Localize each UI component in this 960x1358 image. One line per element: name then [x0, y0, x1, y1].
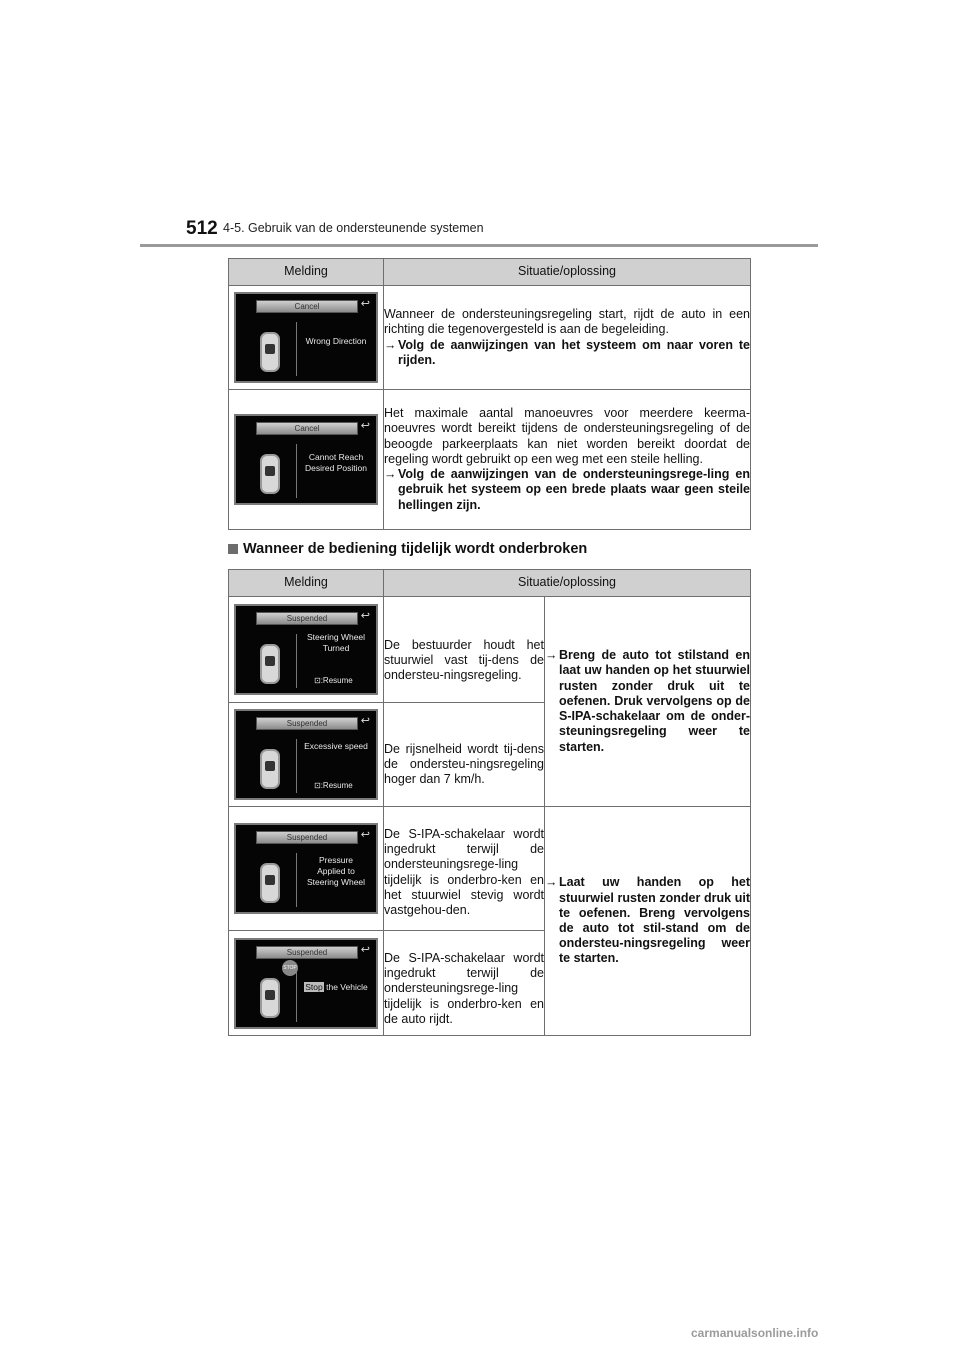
arrow-right-icon: → — [545, 875, 558, 890]
screen-message-line: Applied to — [317, 866, 355, 876]
resume-text: :Resume — [320, 780, 353, 790]
solution-text: Laat uw handen op het stuurwiel rusten zonder druk uit te oefenen. Breng vervolgens de auto tot stil-stand om de ondersteu-ningsregeling weer te starten. — [559, 875, 751, 966]
screen-message-line: Steering Wheel — [306, 877, 366, 887]
screen-resume-hint — [314, 778, 353, 793]
screen-message-line: Pressure — [318, 855, 353, 865]
situation-text: Het maximale aantal manoeuvres voor meerdere keerma-noeuvres wordt bereikt tijdens de ondersteuningsregeling of de beoogde parkeerplaats kan niet worden bereikt doordat de regeling wordt gebruikt op een weg met een steile helling. — [384, 406, 750, 466]
screen-message — [300, 855, 372, 888]
screen-divider — [296, 968, 297, 1022]
screen-message-line: Desired Position — [305, 463, 367, 473]
message-image-cell — [229, 286, 384, 390]
car-icon — [260, 863, 280, 903]
car-icon — [260, 978, 280, 1018]
screen-status-bar: Suspended — [256, 717, 358, 730]
stop-sign-icon: STOP — [282, 960, 298, 976]
display-screenshot-excessive-speed — [234, 709, 378, 800]
car-icon — [260, 749, 280, 789]
section-heading-text: Wanneer de bediening tijdelijk wordt onderbroken — [243, 541, 588, 557]
switch-icon: ⊡ — [314, 675, 321, 685]
resume-text: :Resume — [320, 675, 353, 685]
screen-status-bar: Suspended — [256, 946, 358, 959]
screen-stop-word: Stop — [305, 981, 323, 992]
screen-message: Wrong Direction — [305, 336, 367, 346]
display-screenshot-steering-wheel-turned — [234, 604, 378, 695]
situation-text: De rijsnelheid wordt tij-dens de ondersteu-ningsregeling hoger dan 7 km/h. — [384, 741, 544, 787]
screen-message-line: Steering Wheel — [306, 632, 366, 642]
page-number: 512 — [186, 218, 218, 239]
header-divider — [140, 244, 818, 247]
display-screenshot-pressure-applied — [234, 823, 378, 914]
solution-cell — [545, 597, 751, 807]
display-screenshot-wrong-direction — [234, 292, 378, 383]
column-header-situation: Situatie/oplossing — [384, 259, 751, 286]
screen-divider — [296, 322, 297, 376]
column-header-situation: Situatie/oplossing — [384, 570, 751, 597]
screen-message — [300, 452, 372, 474]
car-icon — [260, 332, 280, 372]
back-arrow-icon: ↩ — [360, 298, 370, 310]
screen-divider — [296, 634, 297, 688]
back-arrow-icon: ↩ — [360, 829, 370, 841]
solution-text: Volg de aanwijzingen van het systeem om naar voren te rijden. — [398, 337, 750, 367]
display-screenshot-stop-vehicle — [234, 938, 378, 1029]
message-image-cell — [229, 807, 384, 931]
table-row — [229, 390, 751, 530]
back-arrow-icon: ↩ — [360, 943, 370, 956]
solution-line — [545, 875, 750, 966]
situation-cell — [384, 597, 545, 703]
screen-divider — [296, 853, 297, 907]
screen-divider — [296, 444, 297, 498]
square-bullet-icon — [228, 544, 238, 554]
table-row — [229, 597, 751, 703]
solution-line — [384, 338, 750, 368]
screen-divider — [296, 739, 297, 793]
message-image-cell — [229, 597, 384, 703]
solution-text: Breng de auto tot stilstand en laat uw handen op het stuurwiel rusten zonder druk uit te oefenen. Druk vervolgens op de S-IPA-schakelaar om de onder-steuningsregeling weer te starten. — [559, 648, 751, 754]
situation-cell — [384, 390, 751, 530]
screen-status-bar: Suspended — [256, 831, 358, 844]
car-icon — [260, 454, 280, 494]
table-row — [229, 807, 751, 931]
section-heading — [228, 541, 587, 557]
arrow-right-icon: → — [384, 337, 397, 352]
watermark: carmanualsonline.info — [691, 1326, 819, 1340]
display-screenshot-cannot-reach — [234, 414, 378, 505]
message-image-cell — [229, 703, 384, 807]
screen-message-line: Cannot Reach — [308, 452, 364, 462]
screen-message — [300, 982, 372, 993]
back-arrow-icon: ↩ — [360, 610, 370, 622]
solution-line — [545, 648, 750, 754]
situation-cell — [384, 931, 545, 1036]
screen-status-bar: Suspended — [256, 612, 358, 625]
solution-line — [384, 467, 750, 513]
switch-icon: ⊡ — [314, 780, 321, 790]
situation-text: Wanneer de ondersteuningsregeling start, rijdt de auto in een richting die tegenovergesteld is aan de begeleiding. — [384, 307, 750, 337]
message-image-cell — [229, 931, 384, 1036]
situation-text: De S-IPA-schakelaar wordt ingedrukt terwijl de ondersteuningsrege-ling tijdelijk is onderbro-ken en het stuurwiel stevig wordt vastgehou-den. — [384, 826, 544, 917]
table-row — [229, 286, 751, 390]
situation-text: De bestuurder houdt het stuurwiel vast tij-dens de ondersteu-ningsregeling. — [384, 637, 544, 683]
column-header-message: Melding — [229, 570, 384, 597]
arrow-right-icon: → — [545, 648, 558, 663]
solution-text: Volg de aanwijzingen van de ondersteuningsrege-ling en gebruik het systeem op een brede plaats waar geen steile hellingen zijn. — [398, 467, 750, 512]
solution-cell — [545, 807, 751, 1036]
message-table-cancel — [228, 258, 751, 530]
arrow-right-icon: → — [384, 467, 397, 482]
screen-resume-hint — [314, 673, 353, 688]
car-icon — [260, 644, 280, 684]
situation-text: De S-IPA-schakelaar wordt ingedrukt terwijl de ondersteuningsrege-ling tijdelijk is onderbro-ken en de auto rijdt. — [384, 950, 544, 1026]
screen-message: Excessive speed — [304, 741, 368, 751]
chapter-title: 4-5. Gebruik van de ondersteunende systemen — [223, 221, 484, 235]
back-arrow-icon: ↩ — [360, 420, 370, 432]
screen-message — [300, 632, 372, 654]
table-header-row — [229, 570, 751, 597]
situation-cell — [384, 807, 545, 931]
column-header-message: Melding — [229, 259, 384, 286]
screen-status-bar: Cancel — [256, 300, 358, 313]
message-table-suspended — [228, 569, 751, 1036]
back-arrow-icon: ↩ — [360, 715, 370, 727]
screen-message-line: Turned — [322, 643, 350, 653]
situation-cell — [384, 703, 545, 807]
table-header-row — [229, 259, 751, 286]
message-image-cell — [229, 390, 384, 530]
situation-cell — [384, 286, 751, 390]
screen-message-rest: the Vehicle — [323, 981, 368, 992]
screen-status-bar: Cancel — [256, 422, 358, 435]
